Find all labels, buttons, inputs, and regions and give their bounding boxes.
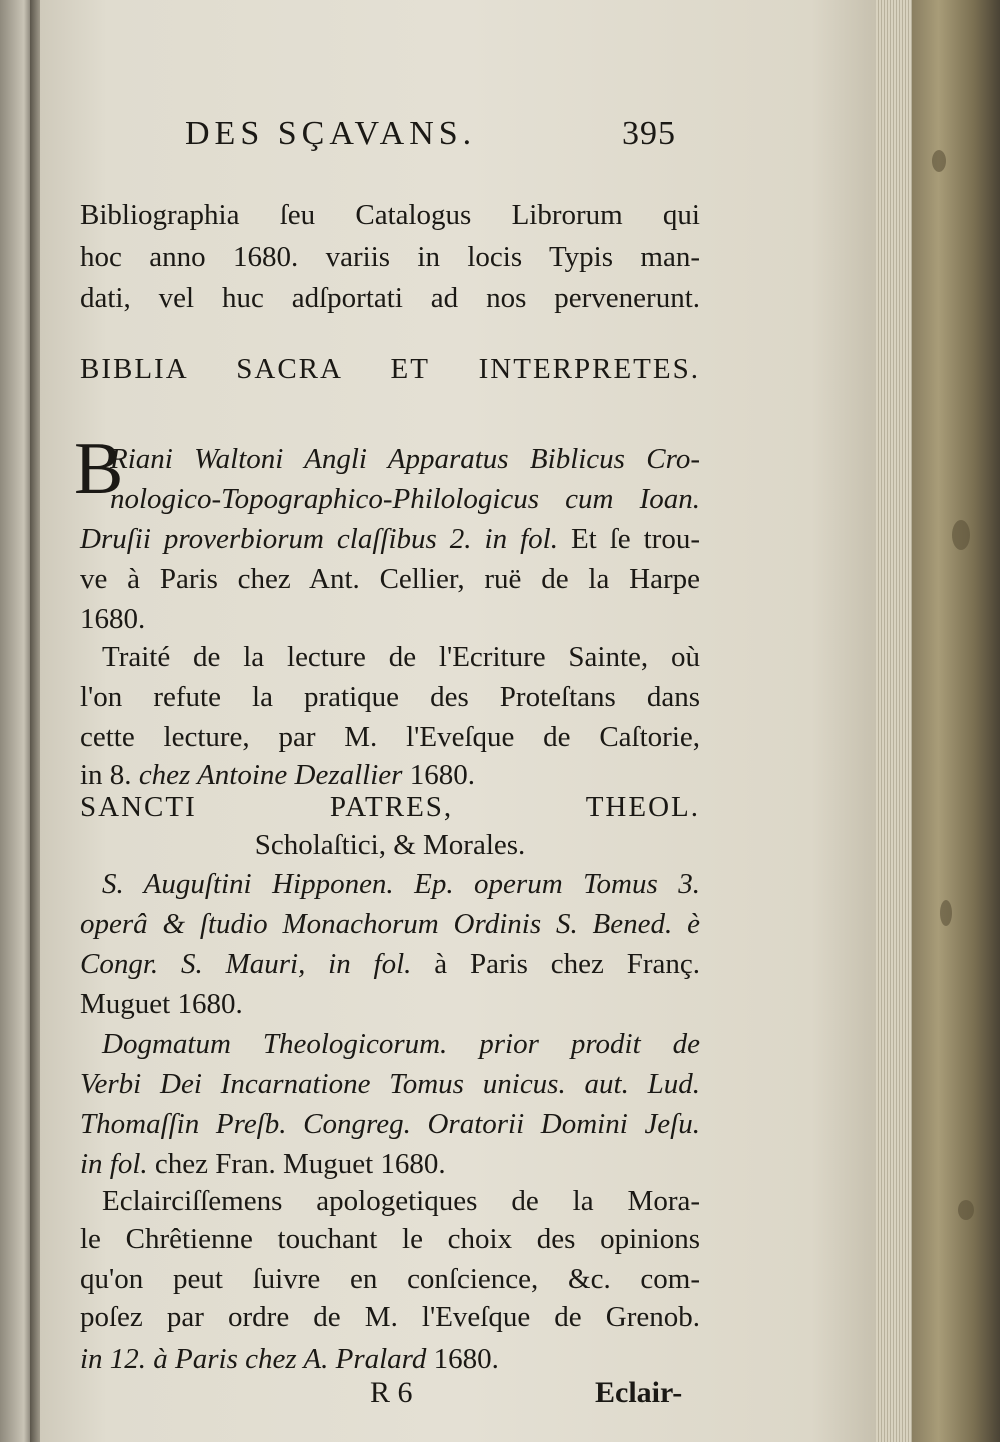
text-line <box>80 987 700 1021</box>
stain <box>958 1200 974 1220</box>
italic-text: in fol. <box>80 1148 148 1180</box>
text-line <box>80 198 700 232</box>
roman-text: l'on refute la pratique des Proteſtans dans <box>80 681 700 713</box>
text-line <box>80 281 700 315</box>
italic-text: Dogmatum Theologicorum. prior prodit de <box>102 1028 700 1060</box>
roman-text: ve à Paris chez Ant. Cellier, ruë de la Harpe <box>80 563 700 595</box>
italic-text: S. Auguſtini Hipponen. Ep. operum Tomus 3. <box>102 868 700 900</box>
text-line <box>80 352 700 386</box>
roman-text: 1680. <box>426 1343 499 1375</box>
text-line <box>80 562 700 596</box>
italic-text: operâ & ſtudio Monachorum Ordinis S. Bened. è <box>80 908 700 940</box>
text-line <box>80 828 700 862</box>
roman-text: Bibliographia ſeu Catalogus Librorum qui <box>80 199 700 231</box>
roman-text: Et ſe trou- <box>557 523 701 555</box>
roman-text: Muguet 1680. <box>80 988 243 1020</box>
text-line <box>80 947 700 981</box>
text-line <box>80 1342 700 1376</box>
roman-text: Scholaſtici, & Morales. <box>254 829 526 861</box>
stain <box>940 900 952 926</box>
italic-text: chez Antoine Dezallier <box>138 759 403 791</box>
roman-text: qu'on peut ſuivre en conſcience, &c. com- <box>80 1263 700 1295</box>
text-line <box>80 1067 700 1101</box>
stain <box>932 150 946 172</box>
roman-text: cette lecture, par M. l'Eveſque de Caſtorie, <box>80 721 700 753</box>
text-line <box>80 907 700 941</box>
text-line <box>80 720 700 754</box>
italic-text: Congr. S. Mauri, in fol. <box>80 948 412 980</box>
italic-text: nologico-Topographico-Philologicus cum Ioan. <box>110 483 700 515</box>
roman-text: in 8. <box>80 759 139 791</box>
stain <box>952 520 970 550</box>
text-line <box>80 1300 700 1334</box>
text-line <box>102 1184 700 1218</box>
roman-text: poſez par ordre de M. l'Eveſque de Grenob. <box>80 1301 700 1333</box>
text-line <box>80 790 700 824</box>
drop-cap: B <box>74 428 124 510</box>
left-page-edge <box>0 0 34 1442</box>
roman-text: dati, vel huc adſportati ad nos pervenerunt. <box>80 282 700 314</box>
text-line <box>80 1107 700 1141</box>
page-number: 395 <box>622 115 676 152</box>
text-line <box>80 1222 700 1256</box>
catchword: Eclair- <box>595 1376 683 1409</box>
text-line <box>110 442 700 476</box>
italic-text: Druſii proverbiorum claſſibus 2. in fol. <box>80 523 558 555</box>
roman-text: Eclairciſſemens apologetiques de la Mora- <box>102 1185 700 1217</box>
roman-text: chez Fran. Muguet 1680. <box>147 1148 446 1180</box>
roman-text: BIBLIA SACRA ET INTERPRETES. <box>80 353 700 385</box>
text-line <box>80 1262 700 1296</box>
book-cover-edge <box>912 0 1000 1442</box>
running-title: DES SÇAVANS. <box>185 115 477 152</box>
roman-text: 1680. <box>402 759 475 791</box>
text-line <box>80 602 700 636</box>
italic-text: Verbi Dei Incarnatione Tomus unicus. aut. Lud. <box>80 1068 700 1100</box>
signature-mark: R 6 <box>370 1376 413 1409</box>
roman-text: SANCTI PATRES, THEOL. <box>80 791 700 823</box>
roman-text: 1680. <box>80 603 146 635</box>
text-line <box>80 1147 700 1181</box>
italic-text: in 12. à Paris chez A. Pralard <box>80 1343 427 1375</box>
roman-text: hoc anno 1680. variis in locis Typis man- <box>80 241 700 273</box>
text-line <box>102 1027 700 1061</box>
text-line <box>80 680 700 714</box>
text-line <box>102 640 700 674</box>
italic-text: Thomaſſin Preſb. Congreg. Oratorii Domini Jeſu. <box>80 1108 700 1140</box>
roman-text: le Chrêtienne touchant le choix des opinions <box>80 1223 700 1255</box>
text-line <box>80 522 700 556</box>
italic-text: Riani Waltoni Angli Apparatus Biblicus Cro- <box>110 443 700 475</box>
page-edges <box>876 0 916 1442</box>
roman-text: à Paris chez Franç. <box>411 948 700 980</box>
roman-text: Traité de la lecture de l'Ecriture Sainte, où <box>102 641 700 673</box>
text-line <box>102 867 700 901</box>
text-line <box>80 240 700 274</box>
text-line <box>80 758 700 792</box>
text-line <box>110 482 700 516</box>
